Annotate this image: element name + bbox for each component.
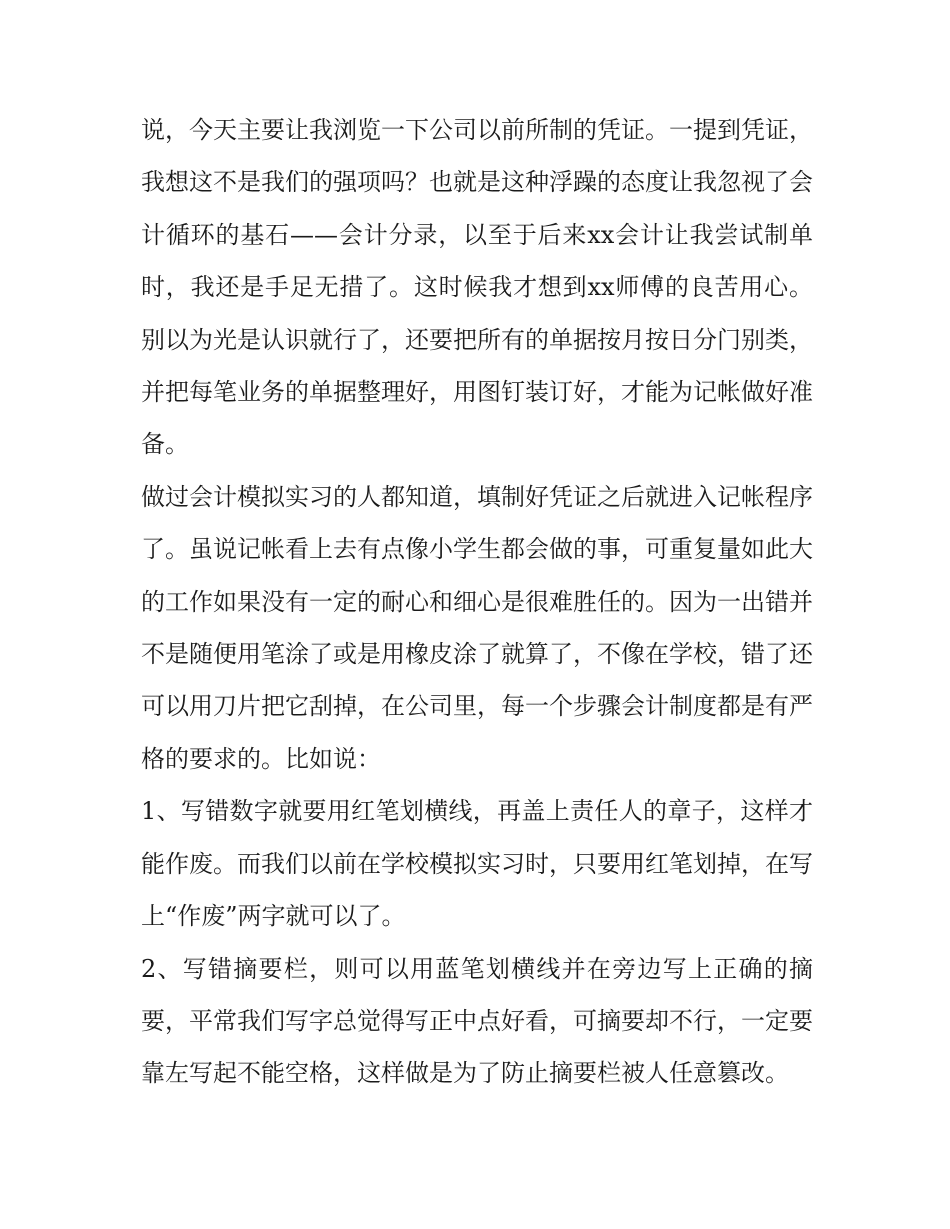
document-body — [141, 104, 813, 1100]
paragraph-rule-2-summary: 2、写错摘要栏，则可以用蓝笔划横线并在旁边写上正确的摘要，平常我们写字总觉得写正中点好看，可摘要却不行，一定要靠左写起不能空格，这样做是为了防止摘要栏被人任意篡改。 — [141, 954, 813, 1088]
paragraph-voucher-review: 说，今天主要让我浏览一下公司以前所制的凭证。一提到凭证，我想这不是我们的强项吗？也就是这种浮躁的态度让我忽视了会计循环的基石——会计分录，以至于后来xx会计让我尝试制单时，我还是手足无措了。这时候我才想到xx师傅的良苦用心。别以为光是认识就行了，还要把所有的单据按月按日分门别类，并把每笔业务的单据整理好，用图钉装订好，才能为记帐做好准备。 — [141, 116, 813, 459]
paragraph-bookkeeping: 做过会计模拟实习的人都知道，填制好凭证之后就进入记帐程序了。虽说记帐看上去有点像小学生都会做的事，可重复量如此大的工作如果没有一定的耐心和细心是很难胜任的。因为一出错并不是随便用笔涂了或是用橡皮涂了就算了，不像在学校，错了还可以用刀片把它刮掉，在公司里，每一个步骤会计制度都是有严格的要求的。比如说： — [141, 482, 813, 773]
paragraph-rule-1-numbers: 1、写错数字就要用红笔划横线，再盖上责任人的章子，这样才能作废。而我们以前在学校模拟实习时，只要用红笔划掉，在写上“作废”两字就可以了。 — [141, 797, 813, 931]
